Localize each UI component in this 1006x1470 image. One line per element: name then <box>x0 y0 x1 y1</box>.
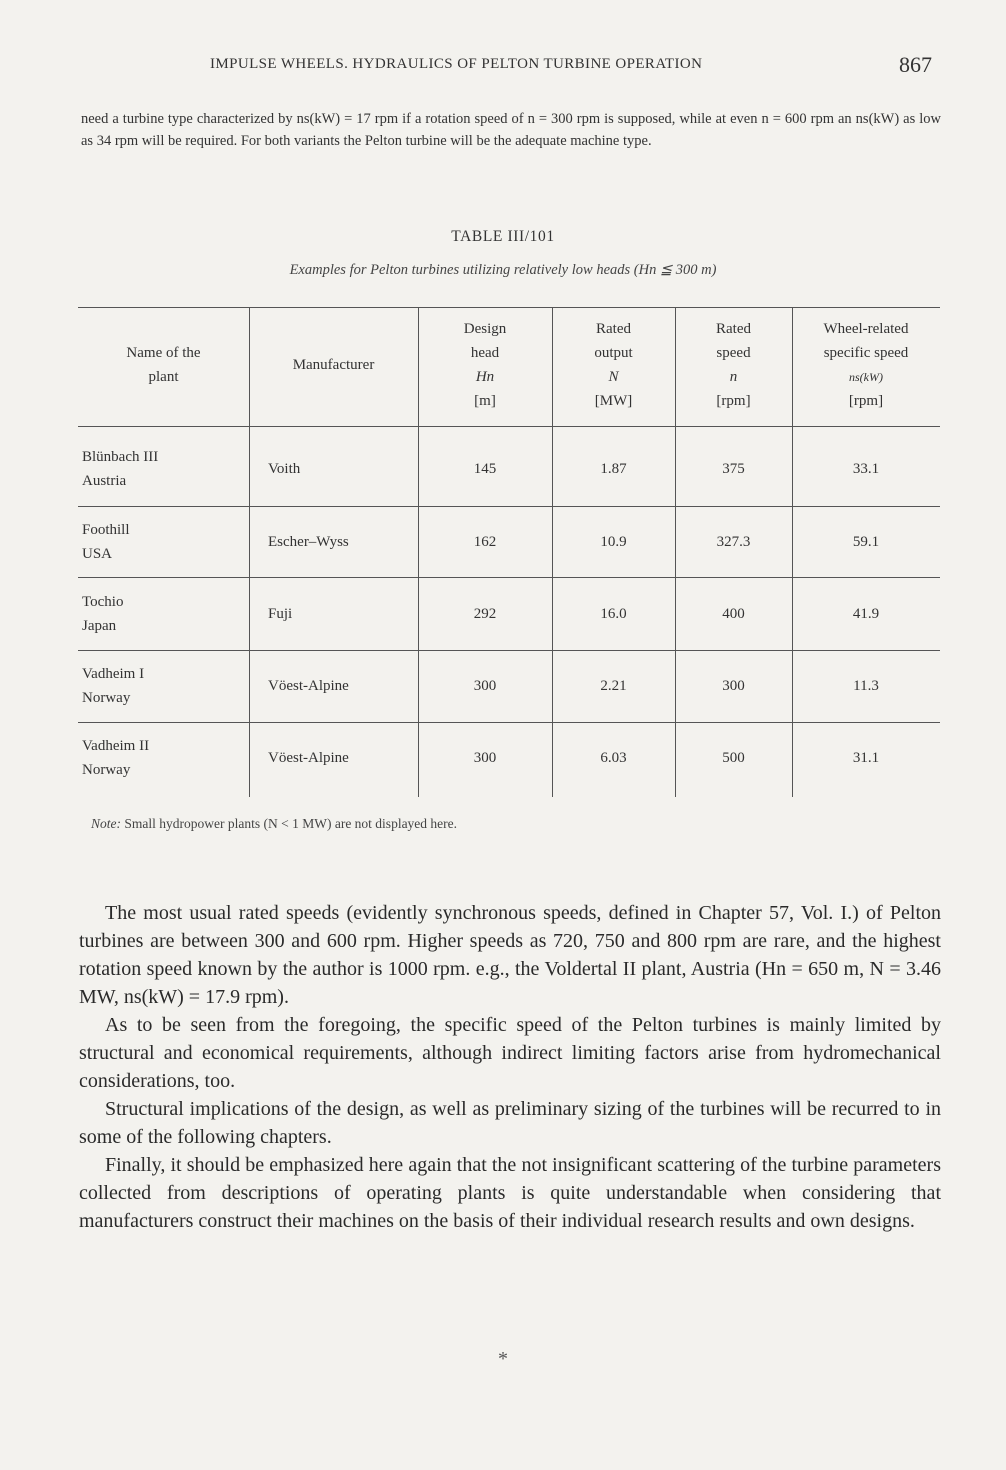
page-header <box>0 52 1006 82</box>
output-cell: 10.9 <box>600 534 627 550</box>
manufacturer-cell: Vöest-Alpine <box>268 750 349 766</box>
header-head-line1: Design <box>463 321 507 337</box>
header-plant-line2: plant <box>148 369 179 385</box>
table-title: TABLE III/101 <box>451 228 555 245</box>
header-specific-unit: [rpm] <box>848 393 884 409</box>
header-rated-speed <box>675 317 792 413</box>
header-head-line2: head <box>470 345 500 361</box>
head-cell: 145 <box>473 461 497 477</box>
header-head-symbol: Hn <box>475 369 495 385</box>
head-cell: 292 <box>473 606 497 622</box>
plant-name: Blünbach III <box>82 449 159 465</box>
table-row-plant <box>82 734 247 782</box>
table-row-plant <box>82 445 247 493</box>
plant-name: Tochio <box>82 594 124 610</box>
header-plant <box>78 341 249 389</box>
intro-paragraph <box>81 108 941 152</box>
output-cell: 2.21 <box>600 678 627 694</box>
header-output-unit: [MW] <box>594 393 633 409</box>
speed-cell: 300 <box>722 678 745 694</box>
header-speed-line2: speed <box>716 345 751 361</box>
table-row-plant <box>82 662 247 710</box>
paragraph: As to be seen from the foregoing, the specific speed of the Pelton turbines is mainly limited by structural and economical requirements, although indirect limiting factors arise from hydromechanical considerations, too. <box>79 1014 941 1092</box>
plant-country: Japan <box>82 618 117 634</box>
plant-country: Norway <box>82 690 131 706</box>
specific-cell: 59.1 <box>852 534 880 550</box>
paragraph: Finally, it should be emphasized here again that the not insignificant scattering of the turbine parameters collected from descriptions of operating plants is quite understandable when considering that manufacturers construct their machines on the basis of their individual research results and own designs. <box>79 1154 941 1232</box>
head-cell: 300 <box>473 750 497 766</box>
output-cell: 16.0 <box>600 606 627 622</box>
table-rule-header <box>78 426 940 427</box>
note-text: Small hydropower plants (N < 1 MW) are not displayed here. <box>124 816 458 831</box>
paragraph: The most usual rated speeds (evidently synchronous speeds, defined in Chapter 57, Vol. I.) of Pelton turbines are between 300 and 600 rpm. Higher speeds as 720, 750 and 800 rpm are rare, and the highest rotation speed known by the author is 1000 rpm. e.g., the Voldertal II plant, Austria (Hn = 650 m, N = 3.46 MW, ns(kW) = 17.9 rpm). <box>79 902 941 1008</box>
head-cell: 300 <box>473 678 497 694</box>
header-speed-unit: [rpm] <box>716 393 751 409</box>
speed-cell: 400 <box>722 606 745 622</box>
data-table <box>78 307 940 797</box>
intro-text: need a turbine type characterized by ns(kW) = 17 rpm if a rotation speed of n = 300 rpm is supposed, while at even n = 600 rpm an ns(kW) as low as 34 rpm will be required. For both variants the Pelton turbine will be the adequate machine type. <box>81 111 941 149</box>
table-rule-row <box>78 650 940 651</box>
table-row-plant <box>82 590 247 638</box>
page-number: 867 <box>899 52 932 77</box>
table-col-rule <box>249 307 250 797</box>
header-speed-line1: Rated <box>716 321 751 337</box>
plant-name: Vadheim II <box>82 738 150 754</box>
header-speed-symbol: n <box>729 369 738 385</box>
header-design-head <box>418 317 552 413</box>
header-manufacturer-line1: Manufacturer <box>292 357 375 373</box>
section-ornament: * <box>498 1348 508 1370</box>
manufacturer-cell: Voith <box>268 461 301 477</box>
speed-cell: 500 <box>722 750 745 766</box>
plant-country: Austria <box>82 473 127 489</box>
plant-name: Foothill <box>82 522 130 538</box>
manufacturer-cell: Vöest-Alpine <box>268 678 349 694</box>
table-rule-row <box>78 506 940 507</box>
paragraph: Structural implications of the design, as well as preliminary sizing of the turbines will be recurred to in some of the following chapters. <box>79 1098 941 1148</box>
table-rule-row <box>78 577 940 578</box>
plant-name: Vadheim I <box>82 666 145 682</box>
header-rated-output <box>552 317 675 413</box>
table-rule-row <box>78 722 940 723</box>
header-output-symbol: N <box>608 369 619 385</box>
specific-cell: 11.3 <box>853 678 879 694</box>
header-plant-line1: Name of the <box>126 345 201 361</box>
manufacturer-cell: Fuji <box>268 606 293 622</box>
header-specific-line2: specific speed <box>823 345 909 361</box>
table-rule-top <box>78 307 940 308</box>
specific-cell: 31.1 <box>852 750 880 766</box>
header-specific-speed <box>792 317 940 413</box>
table-note <box>91 816 457 832</box>
output-cell: 6.03 <box>600 750 627 766</box>
header-head-unit: [m] <box>474 393 496 409</box>
table-row-plant <box>82 518 247 566</box>
header-output-line1: Rated <box>596 321 631 337</box>
note-label: Note: <box>91 816 121 831</box>
body-text <box>79 899 941 1235</box>
plant-country: USA <box>82 546 113 562</box>
plant-country: Norway <box>82 762 131 778</box>
specific-cell: 41.9 <box>852 606 880 622</box>
head-cell: 162 <box>473 534 497 550</box>
running-title: IMPULSE WHEELS. HYDRAULICS OF PELTON TURBINE OPERATION <box>210 56 703 72</box>
header-manufacturer <box>249 353 418 377</box>
header-specific-line1: Wheel-related <box>823 321 909 337</box>
header-specific-symbol: ns(kW) <box>849 370 883 384</box>
speed-cell: 327.3 <box>716 534 751 550</box>
header-output-line2: output <box>594 345 633 361</box>
speed-cell: 375 <box>722 461 745 477</box>
specific-cell: 33.1 <box>852 461 880 477</box>
table-caption: Examples for Pelton turbines utilizing relatively low heads (Hn ≦ 300 m) <box>289 262 717 278</box>
manufacturer-cell: Escher–Wyss <box>268 534 349 550</box>
output-cell: 1.87 <box>600 461 627 477</box>
